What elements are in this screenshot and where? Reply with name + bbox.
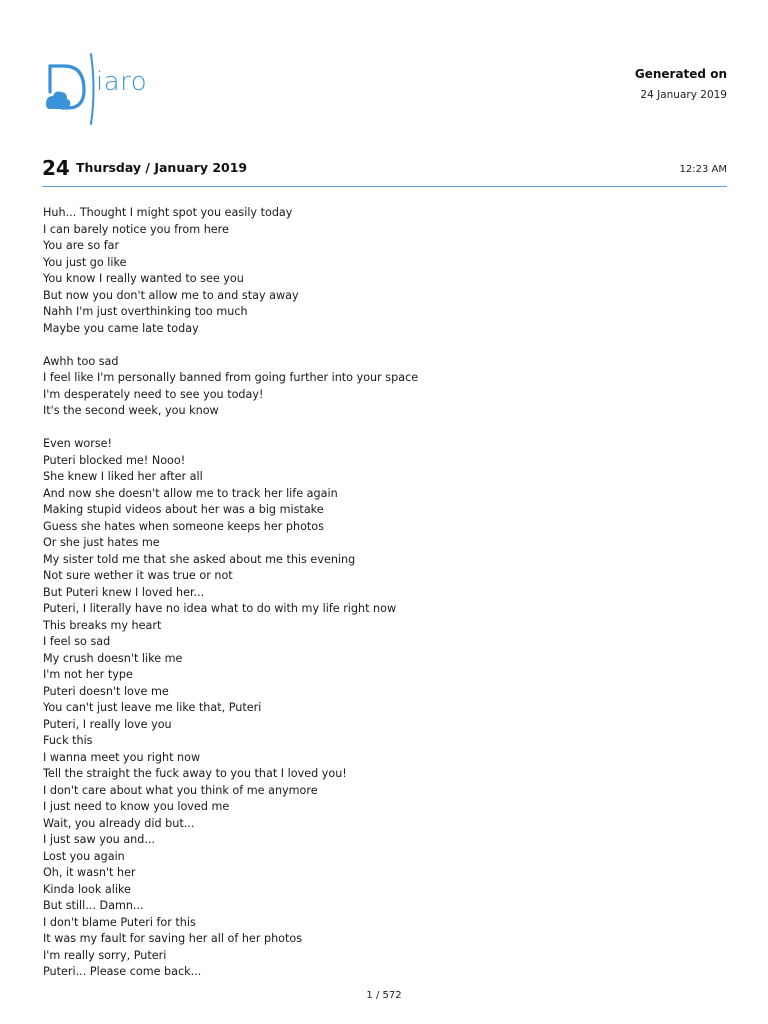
diaro-logo-mark xyxy=(44,52,96,126)
entry-line: Or she just hates me xyxy=(43,536,160,549)
entry-paragraph xyxy=(43,205,723,337)
entry-line: I just need to know you loved me xyxy=(43,800,230,813)
entry-line: Nahh I'm just overthinking too much xyxy=(43,305,248,318)
entry-line: Maybe you came late today xyxy=(43,321,199,335)
entry-line: Puteri, I really love you xyxy=(43,717,172,731)
generated-info xyxy=(635,66,727,102)
entry-paragraph xyxy=(43,436,723,981)
entry-line: And now she doesn't allow me to track her life again xyxy=(43,486,338,500)
entry-line: Kinda look alike xyxy=(43,882,131,896)
generated-label: Generated on xyxy=(634,67,727,81)
entry-line: This breaks my heart xyxy=(43,618,162,632)
entry-line: Huh... Thought I might spot you easily today xyxy=(43,206,293,219)
logo-wordmark: iaro xyxy=(96,67,148,97)
entry-line: I feel like I'm personally banned from going further into your space xyxy=(43,371,419,384)
entry-line: You are so far xyxy=(43,239,120,252)
entry-line: Puteri... Please come back... xyxy=(43,965,202,978)
entry-line: Puteri blocked me! Nooo! xyxy=(43,453,186,467)
entry-line: I don't care about what you think of me anymore xyxy=(43,783,318,797)
diaro-logo xyxy=(44,52,154,126)
entry-line: But still... Damn... xyxy=(43,899,144,912)
entry-line: Puteri, I literally have no idea what to do with my life right now xyxy=(43,602,397,615)
entry-line: I'm not her type xyxy=(43,668,133,681)
entry-line: I wanna meet you right now xyxy=(43,750,201,764)
entry-line: It was my fault for saving her all of her photos xyxy=(43,932,303,945)
entry-line: She knew I liked her after all xyxy=(43,470,203,483)
entry-header xyxy=(42,156,727,187)
entry-line: Oh, it wasn't her xyxy=(43,866,136,879)
entry-line: Even worse! xyxy=(43,437,113,450)
entry-line: I don't blame Puteri for this xyxy=(43,915,196,929)
entry-line: You know I really wanted to see you xyxy=(43,272,244,285)
page-indicator: 1 / 572 xyxy=(366,990,402,1001)
entry-line: My sister told me that she asked about me this evening xyxy=(43,552,356,566)
entry-line: Guess she hates when someone keeps her photos xyxy=(43,519,324,533)
entry-line: Tell the straight the fuck away to you that I loved you! xyxy=(43,767,347,780)
entry-date-heading: Thursday / January 2019 xyxy=(76,160,248,175)
entry-line: Awhh too sad xyxy=(43,354,119,368)
entry-paragraph xyxy=(43,354,723,420)
entry-line: I feel so sad xyxy=(43,635,111,648)
entry-line: My crush doesn't like me xyxy=(43,651,183,665)
entry-line: But Puteri knew I loved her... xyxy=(43,585,205,599)
entry-line: It's the second week, you know xyxy=(43,404,219,417)
entry-line: Not sure wether it was true or not xyxy=(43,569,233,582)
entry-line: But now you don't allow me to and stay away xyxy=(43,288,299,302)
entry-line: Lost you again xyxy=(43,849,125,863)
entry-time: 12:23 AM xyxy=(679,164,727,175)
entry-line: I just saw you and... xyxy=(43,833,156,846)
generated-date: 24 January 2019 xyxy=(640,89,727,101)
entry-line: Puteri doesn't love me xyxy=(43,684,169,698)
entry-line: You just go like xyxy=(43,255,127,269)
entry-body xyxy=(43,205,723,981)
entry-line: Fuck this xyxy=(43,734,93,747)
entry-line: I'm really sorry, Puteri xyxy=(43,948,167,962)
entry-day: 24 xyxy=(42,156,70,180)
entry-line: Wait, you already did but... xyxy=(43,816,195,830)
entry-line: I can barely notice you from here xyxy=(43,222,229,236)
entry-line: Making stupid videos about her was a big mistake xyxy=(43,503,324,516)
entry-line: I'm desperately need to see you today! xyxy=(43,387,264,401)
entry-line: You can't just leave me like that, Puteri xyxy=(43,701,262,714)
